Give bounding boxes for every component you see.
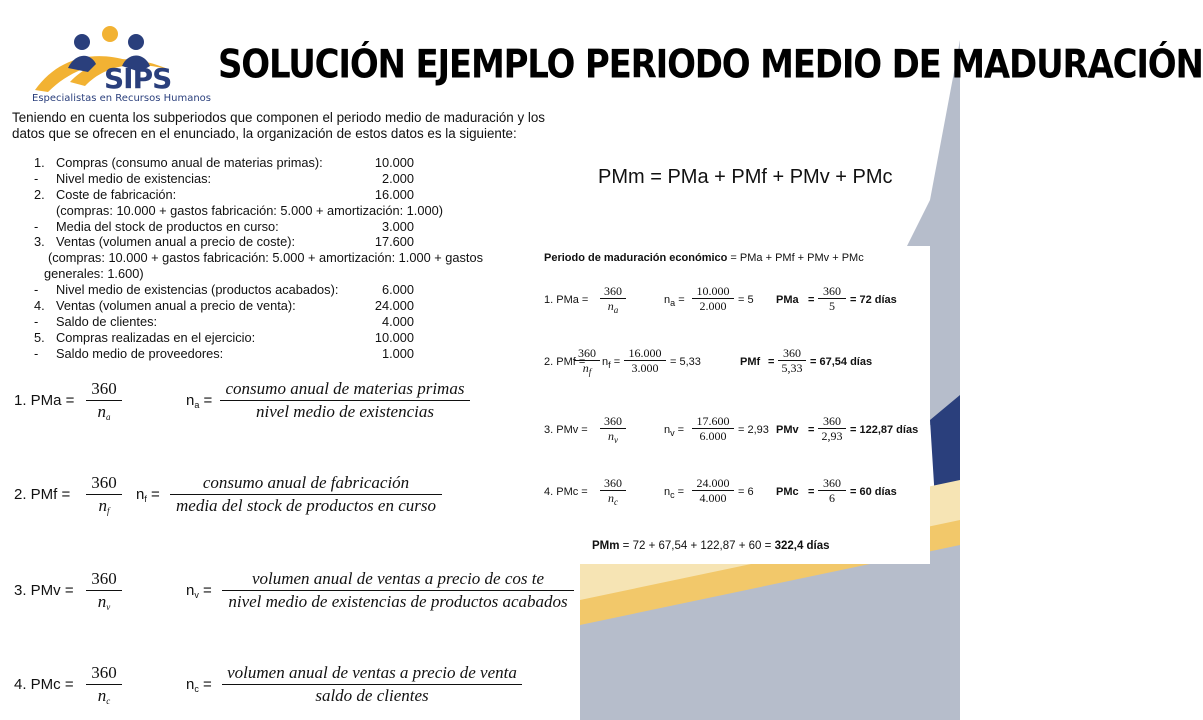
formula-label: 1. PMa = — [14, 392, 75, 409]
list-item-value: 10.000 — [374, 329, 414, 345]
list-item-number: 1. — [34, 155, 45, 170]
list-item-number: - — [34, 345, 39, 361]
n-label — [664, 486, 684, 500]
n-subscript: f — [608, 360, 611, 370]
definition-denominator: media del stock de productos en curso — [170, 494, 442, 517]
n-label — [186, 392, 212, 410]
n-subscript: f — [588, 367, 592, 377]
fraction-360 — [86, 662, 122, 712]
n-subscript: f — [144, 494, 147, 504]
n-subscript: c — [106, 696, 111, 706]
fraction-numerator: 360 — [91, 379, 117, 398]
total-line — [592, 540, 830, 552]
result-equals: = — [768, 356, 775, 368]
equals-sign: = — [610, 356, 621, 368]
definition-numerator: volumen anual de ventas a precio de cos te — [251, 569, 545, 588]
list-item-value: 10.000 — [374, 155, 414, 170]
n-symbol: n — [664, 294, 671, 306]
result-equals: = — [808, 424, 815, 436]
n-symbol: n — [97, 402, 106, 421]
n-label — [186, 676, 212, 694]
list-item-text: Media del stock de productos en curso: — [56, 218, 279, 234]
definition-fraction — [222, 662, 522, 707]
definition-denominator: nivel medio de existencias — [220, 400, 470, 423]
fraction-numerator: 360 — [91, 663, 117, 682]
list-item-number: 3. — [34, 234, 45, 250]
n-value: = 5,33 — [670, 356, 701, 368]
fraction-denominator — [574, 360, 600, 379]
list-item-number: 5. — [34, 329, 45, 345]
result-fraction — [818, 476, 846, 505]
definition-denominator: nivel medio de existencias de productos acabados — [222, 590, 574, 613]
fraction-numerator: 360 — [823, 476, 841, 490]
n-label — [664, 294, 685, 308]
result-label: PMv — [776, 424, 799, 436]
fraction-numerator: 360 — [578, 346, 596, 360]
panel-row — [544, 284, 930, 324]
n-subscript: a — [106, 412, 111, 422]
equals-sign: = — [674, 486, 685, 498]
fraction-denominator: 4.000 — [692, 490, 734, 505]
result-value: = 67,54 días — [810, 356, 873, 368]
fraction-numerator: 360 — [91, 473, 117, 492]
formula-block — [14, 662, 574, 714]
fraction-numerator: 16.000 — [628, 346, 662, 360]
n-label — [186, 582, 212, 600]
list-item-text: Ventas (volumen anual a precio de coste): — [56, 234, 296, 250]
fraction-numerator: 360 — [604, 284, 622, 298]
equals-sign: = — [198, 676, 212, 693]
n-symbol: n — [582, 361, 589, 375]
result-fraction — [778, 346, 806, 375]
fraction-denominator — [600, 298, 626, 317]
n-symbol: n — [186, 392, 195, 409]
panel-title-bold: Periodo de maduración económico — [544, 252, 728, 264]
list-item-number: - — [34, 170, 39, 186]
n-label — [664, 424, 684, 438]
list-item-value: 2.000 — [381, 170, 414, 186]
fraction-360 — [86, 378, 122, 428]
fraction-denominator: 2,93 — [818, 428, 846, 443]
fraction-numerator: 360 — [91, 569, 117, 588]
n-symbol: n — [602, 356, 609, 368]
fraction-denominator: 5,33 — [778, 360, 806, 375]
n-symbol: n — [607, 299, 614, 313]
panel-row-label: 1. PMa = — [544, 294, 589, 306]
equals-sign: = — [675, 294, 685, 306]
list-item-value: 3.000 — [381, 218, 414, 234]
list-item-text: Coste de fabricación: — [56, 186, 177, 202]
n-subscript: a — [613, 305, 619, 315]
result-equals: = — [808, 294, 815, 306]
list-item-number: - — [34, 282, 39, 298]
equals-sign: = — [198, 582, 212, 599]
n-label — [602, 356, 620, 370]
n-subscript: v — [614, 435, 618, 445]
result-equals: = — [808, 486, 815, 498]
fraction-denominator: 2.000 — [692, 298, 734, 313]
n-subscript: a — [194, 400, 200, 410]
list-item-value: 1.000 — [381, 345, 414, 361]
n-subscript: v — [106, 602, 111, 612]
formula-block — [14, 568, 574, 620]
list-item-number: - — [34, 313, 39, 329]
fraction-denominator — [86, 494, 122, 522]
fraction-denominator — [600, 490, 626, 509]
definition-fraction — [222, 568, 574, 613]
n-value: = 2,93 — [738, 424, 769, 436]
list-item-number: - — [34, 218, 39, 234]
n-fraction — [692, 284, 734, 313]
definition-numerator: consumo anual de materias primas — [225, 379, 465, 398]
list-item-text: Compras realizadas en el ejercicio: — [56, 329, 256, 345]
fraction-360 — [600, 414, 626, 447]
definition-fraction — [220, 378, 470, 423]
fraction-360 — [86, 568, 122, 618]
formula-block — [14, 378, 574, 430]
panel-row — [544, 476, 930, 516]
result-fraction — [818, 414, 846, 443]
fraction-numerator: 10.000 — [696, 284, 730, 298]
n-symbol: n — [664, 486, 671, 498]
panel-row-label: 3. PMv = — [544, 424, 588, 436]
fraction-numerator: 360 — [783, 346, 801, 360]
fraction-denominator: 6 — [818, 490, 846, 505]
equals-sign: = — [674, 424, 685, 436]
definition-denominator: saldo de clientes — [222, 684, 522, 707]
logo-name: SIPS — [104, 62, 172, 95]
fraction-denominator — [600, 428, 626, 447]
n-symbol: n — [186, 676, 195, 693]
result-fraction — [818, 284, 846, 313]
n-subscript: c — [614, 497, 618, 507]
result-label: PMc — [776, 486, 799, 498]
solution-panel — [540, 246, 930, 564]
fraction-360 — [86, 472, 122, 522]
n-subscript: v — [670, 428, 675, 438]
total-label: PMm — [592, 540, 620, 552]
list-item-number: 4. — [34, 298, 45, 314]
list-item-value: 16.000 — [374, 186, 414, 202]
n-subscript: v — [194, 590, 199, 600]
list-item-value: 17.600 — [374, 234, 414, 250]
list-item-text: Saldo de clientes: — [56, 313, 158, 329]
fraction-numerator: 24.000 — [696, 476, 730, 490]
intro-paragraph: Teniendo en cuenta los subperiodos que componen el periodo medio de maduración y los datos que se ofrecen en el enunciado, la organización de estos datos es la siguiente: — [12, 110, 546, 141]
panel-row-label: 4. PMc = — [544, 486, 588, 498]
panel-row — [544, 346, 930, 386]
list-item-text: (compras: 10.000 + gastos fabricación: 5.000 + amortización: 1.000 + gastos — [48, 250, 483, 266]
fraction-denominator: 3.000 — [624, 360, 666, 375]
list-item-number: 2. — [34, 186, 45, 202]
result-value: = 72 días — [850, 294, 897, 306]
n-value: = 6 — [738, 486, 754, 498]
list-item-value: 6.000 — [381, 282, 414, 298]
n-subscript: a — [670, 298, 676, 308]
equals-sign: = — [199, 392, 213, 409]
panel-row — [544, 414, 930, 454]
result-value: = 122,87 días — [850, 424, 919, 436]
panel-title — [544, 252, 864, 264]
main-formula: PMm = PMa + PMf + PMv + PMc — [582, 162, 930, 192]
fraction-denominator: 5 — [818, 298, 846, 313]
formula-block — [14, 472, 574, 524]
n-symbol: n — [136, 486, 145, 503]
n-symbol: n — [186, 582, 195, 599]
formula-label: 4. PMc = — [14, 676, 74, 693]
formula-label: 3. PMv = — [14, 582, 74, 599]
fraction-denominator: 6.000 — [692, 428, 734, 443]
fraction-denominator — [86, 590, 122, 618]
fraction-360 — [600, 476, 626, 509]
result-value: = 60 días — [850, 486, 897, 498]
definition-numerator: consumo anual de fabricación — [202, 473, 410, 492]
n-symbol: n — [608, 429, 614, 443]
fraction-numerator: 360 — [823, 414, 841, 428]
fraction-numerator: 360 — [823, 284, 841, 298]
n-symbol: n — [664, 424, 671, 436]
list-item-text: Saldo medio de proveedores: — [56, 345, 224, 361]
result-label: PMf — [740, 356, 761, 368]
list-item-text: generales: 1.600) — [44, 266, 144, 282]
n-subscript: c — [194, 684, 199, 694]
n-label — [136, 486, 160, 504]
formula-label: 2. PMf = — [14, 486, 71, 503]
definition-fraction — [170, 472, 442, 517]
definition-numerator: volumen anual de ventas a precio de venta — [227, 663, 517, 682]
list-item-value: 24.000 — [374, 298, 414, 314]
fraction-denominator — [86, 400, 122, 428]
total-expression: = 72 + 67,54 + 122,87 + 60 = — [619, 540, 775, 552]
list-item-text: Ventas (volumen anual a precio de venta): — [56, 298, 296, 314]
list-item-text: (compras: 10.000 + gastos fabricación: 5.000 + amortización: 1.000) — [56, 202, 443, 218]
n-fraction — [624, 346, 666, 375]
total-value: 322,4 días — [774, 540, 830, 552]
n-symbol: n — [97, 592, 107, 611]
n-symbol: n — [608, 491, 614, 505]
n-symbol: n — [98, 496, 107, 515]
fraction-numerator: 360 — [604, 414, 622, 428]
n-symbol: n — [97, 686, 107, 705]
fraction-numerator: 17.600 — [696, 414, 730, 428]
n-subscript: f — [106, 506, 110, 516]
fraction-denominator — [86, 684, 122, 712]
logo-tagline: Especialistas en Recursos Humanos — [32, 93, 212, 104]
panel-title-rest: = PMa + PMf + PMv + PMc — [727, 252, 864, 264]
list-item-value: 4.000 — [381, 313, 414, 329]
panel-row-label: 2. PMf = — [544, 356, 586, 368]
n-value: = 5 — [738, 294, 754, 306]
equals-sign: = — [146, 486, 160, 503]
n-fraction — [692, 476, 734, 505]
list-item-text: Nivel medio de existencias (productos acabados): — [56, 282, 339, 298]
fraction-360 — [600, 284, 626, 317]
page-title: SOLUCIÓN EJEMPLO PERIODO MEDIO DE MADURACIÓN — [218, 42, 1203, 88]
n-fraction — [692, 414, 734, 443]
list-item-text: Compras (consumo anual de materias primas): — [56, 155, 323, 170]
fraction-numerator: 360 — [604, 476, 622, 490]
fraction-360 — [574, 346, 600, 379]
result-label: PMa — [776, 294, 799, 306]
n-subscript: c — [670, 490, 675, 500]
list-item-text: Nivel medio de existencias: — [56, 170, 212, 186]
